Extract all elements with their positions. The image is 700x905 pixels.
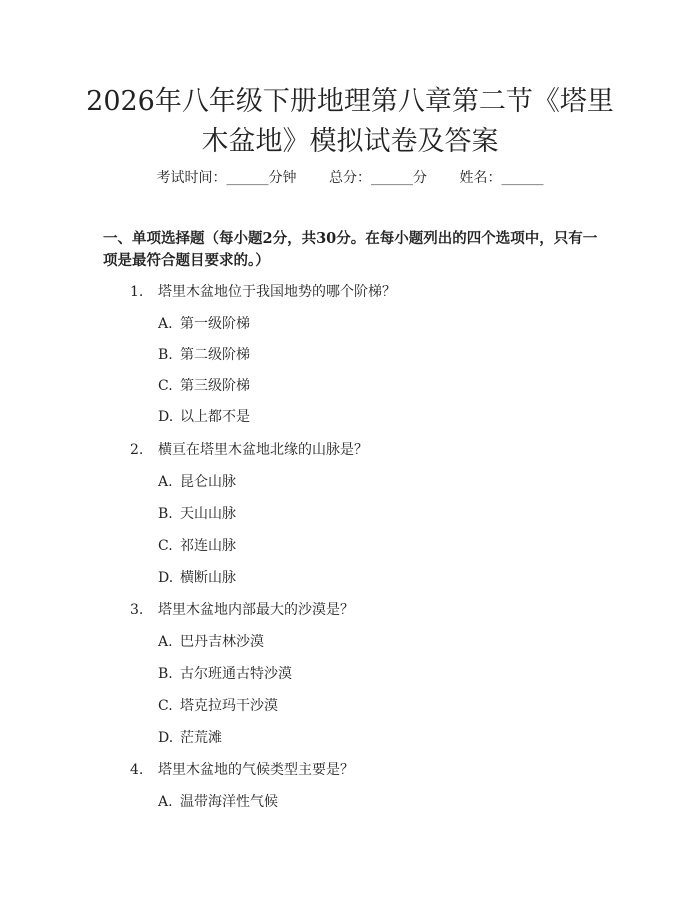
option-text: 塔克拉玛干沙漠 xyxy=(180,698,278,714)
option-text: 茫荒滩 xyxy=(180,730,222,746)
option-letter: A. xyxy=(158,474,173,490)
option-letter: A. xyxy=(158,316,173,332)
q1-option-d xyxy=(158,407,250,427)
question-3 xyxy=(130,600,354,620)
q1-option-a xyxy=(158,314,250,334)
question-number: 3. xyxy=(130,602,144,618)
option-text: 天山山脉 xyxy=(180,506,236,522)
question-text: 塔里木盆地内部最大的沙漠是？ xyxy=(158,602,354,618)
option-text: 祁连山脉 xyxy=(180,538,236,554)
section-heading-single-choice: 一、单项选择题（每小题2分，共30分。在每小题列出的四个选项中，只有一项是最符合题目要求的。） xyxy=(103,230,598,269)
q1-option-c xyxy=(158,376,250,396)
option-text: 以上都不是 xyxy=(180,409,250,425)
question-4 xyxy=(130,760,354,780)
option-letter: B. xyxy=(158,347,173,363)
q2-option-c xyxy=(158,536,236,556)
option-letter: D. xyxy=(158,570,174,586)
q3-option-b xyxy=(158,664,292,684)
option-letter: A. xyxy=(158,794,173,810)
option-letter: D. xyxy=(158,730,174,746)
question-2 xyxy=(130,440,368,460)
option-letter: C. xyxy=(158,698,173,714)
q2-option-a xyxy=(158,472,236,492)
total-score-field: 总分：______分 xyxy=(329,170,427,186)
question-number: 1. xyxy=(130,284,144,300)
q2-option-b xyxy=(158,504,236,524)
option-letter: C. xyxy=(158,538,173,554)
option-letter: C. xyxy=(158,378,173,394)
q4-option-a xyxy=(158,792,278,812)
q1-option-b xyxy=(158,345,250,365)
question-number: 2. xyxy=(130,442,144,458)
option-text: 第三级阶梯 xyxy=(180,378,250,394)
q3-option-c xyxy=(158,696,278,716)
exam-info-line xyxy=(100,168,600,188)
option-letter: B. xyxy=(158,666,173,682)
option-text: 古尔班通古特沙漠 xyxy=(180,666,292,682)
option-letter: A. xyxy=(158,634,173,650)
question-1 xyxy=(130,282,396,302)
option-text: 横断山脉 xyxy=(180,570,236,586)
q3-option-a xyxy=(158,632,264,652)
option-letter: D. xyxy=(158,409,174,425)
question-text: 塔里木盆地的气候类型主要是？ xyxy=(158,762,354,778)
option-text: 巴丹吉林沙漠 xyxy=(180,634,264,650)
title-line-1: 2026年八年级下册地理第八章第二节《塔里 xyxy=(86,86,614,117)
option-text: 昆仑山脉 xyxy=(180,474,236,490)
option-letter: B. xyxy=(158,506,173,522)
title-line-2: 木盆地》模拟试卷及答案 xyxy=(201,126,499,157)
option-text: 温带海洋性气候 xyxy=(180,794,278,810)
question-number: 4. xyxy=(130,762,144,778)
q2-option-d xyxy=(158,568,236,588)
student-name-field: 姓名：______ xyxy=(459,170,544,186)
question-text: 横亘在塔里木盆地北缘的山脉是？ xyxy=(158,442,368,458)
option-text: 第二级阶梯 xyxy=(180,347,250,363)
exam-time-field: 考试时间：______分钟 xyxy=(156,170,297,186)
document-title xyxy=(80,82,620,162)
q3-option-d xyxy=(158,728,222,748)
question-text: 塔里木盆地位于我国地势的哪个阶梯？ xyxy=(158,284,396,300)
option-text: 第一级阶梯 xyxy=(180,316,250,332)
